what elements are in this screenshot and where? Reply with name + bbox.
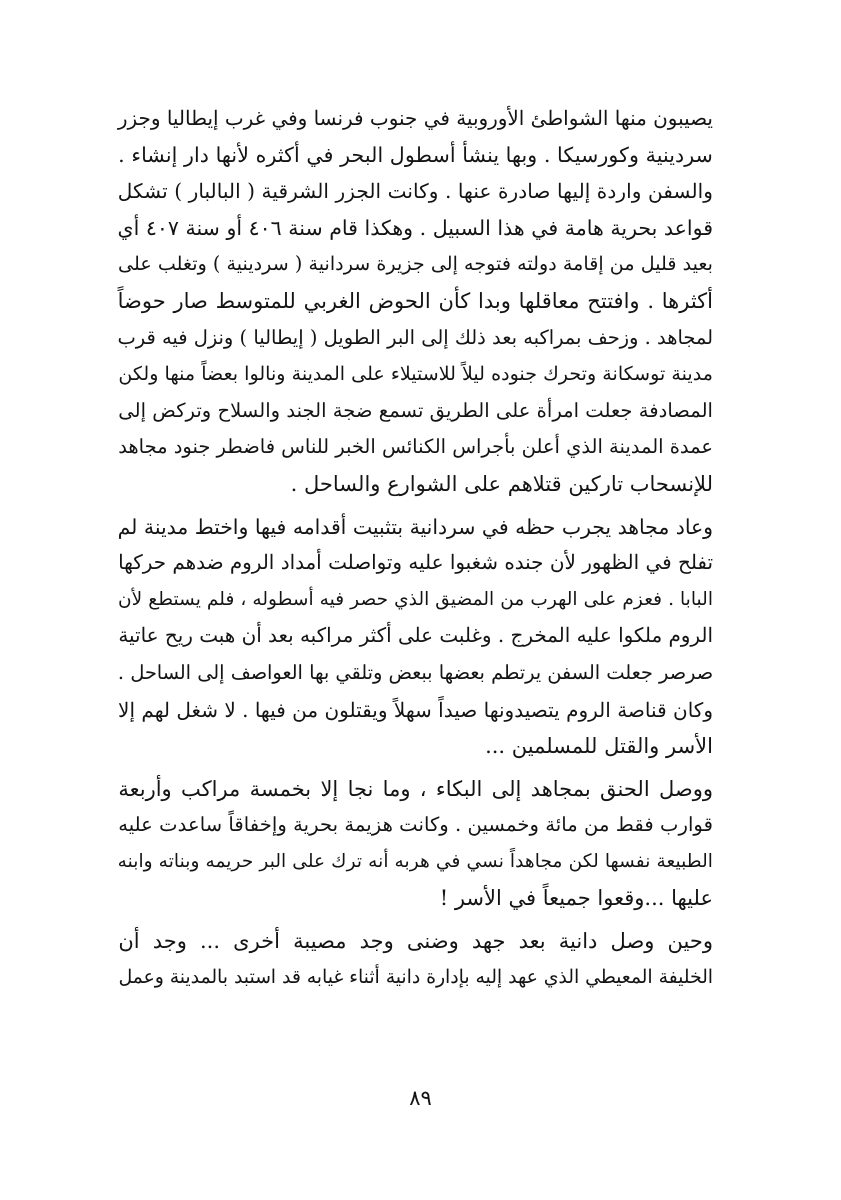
text-line: الأسر والقتل للمسلمين ...: [485, 734, 713, 759]
text-line: الروم ملكوا عليه المخرج . وغلبت على أكثر مراكبه بعد أن هبت ريح عاتية: [118, 624, 713, 648]
paragraph-2: [118, 509, 713, 765]
text-line: والسفن واردة إليها صادرة عنها . وكانت الجزر الشرقية ( البالبار ) تشكل: [117, 179, 713, 204]
text-line: تفلح في الظهور لأن جنده شغبوا عليه وتواصلت أمداد الروم ضدهم حركها: [118, 551, 713, 575]
text-line: وحين وصل دانية بعد جهد وضنى وجد مصيبة أخرى ... وجد أن: [118, 929, 713, 954]
text-line: عمدة المدينة الذي أعلن بأجراس الكنائس الخبر للناس فاضطر جنود مجاهد: [118, 435, 713, 459]
text-line: أكثرها . وافتتح معاقلها وبدا كأن الحوض الغربي للمتوسط صار حوضاً: [117, 288, 713, 313]
text-line: سردينية وكورسيكا . وبها ينشأ أسطول البحر في أكثره لأنها دار إنشاء .: [118, 142, 713, 167]
body-text: [118, 100, 713, 996]
paragraph-4: [118, 923, 713, 996]
paragraph-3: [118, 771, 713, 917]
text-line: البابا . فعزم على الهرب من المضيق الذي حصر فيه أسطوله ، فلم يستطع لأن: [117, 588, 713, 610]
text-line: يصيبون منها الشواطئ الأوروبية في جنوب فرنسا وفي غرب إيطاليا وجزر: [117, 106, 713, 130]
text-line: لمجاهد . وزحف بمراكبه بعد ذلك إلى البر الطويل ( إيطاليا ) ونزل فيه قرب: [117, 325, 713, 349]
text-line: وكان قناصة الروم يتصيدونها صيداً سهلاً ويقتلون من فيها . لا شغل لهم إلا: [118, 697, 713, 722]
text-line: مدينة توسكانة وتحرك جنوده ليلاً للاستيلاء على المدينة ونالوا بعضاً منها ولكن: [118, 362, 713, 386]
text-line: للإنسحاب تاركين قتلاهم على الشوارع والساحل .: [290, 471, 713, 496]
text-line: بعيد قليل من إقامة دولته فتوجه إلى جزيرة سردانية ( سردينية ) وتغلب على: [118, 252, 713, 276]
text-line: ووصل الحنق بمجاهد إلى البكاء ، وما نجا إلا بخمسة مراكب وأربعة: [118, 776, 713, 801]
text-line: عليها ...وقعوا جميعاً في الأسر !: [439, 886, 713, 911]
text-line: الطبيعة نفسها لكن مجاهداً نسي في هربه أنه ترك على البر حريمه وبناته وابنه: [117, 850, 713, 872]
page-number: ٨٩: [409, 1086, 432, 1110]
text-line: الخليفة المعيطي الذي عهد إليه بإدارة دانية أثناء غيابه قد استبد بالمدينة وعمل: [118, 966, 713, 988]
paragraph-1: [118, 100, 713, 503]
text-line: قوارب فقط من مائة وخمسين . وكانت هزيمة بحرية وإخفاقاً ساعدت عليه: [118, 813, 713, 837]
text-line: قواعد بحرية هامة في هذا السبيل . وهكذا قام سنة ٤٠٦ أو سنة ٤٠٧ أي: [117, 215, 713, 240]
text-line: صرصر جعلت السفن يرتطم بعضها ببعض وتلقي بها العواصف إلى الساحل .: [117, 660, 713, 684]
text-line: وعاد مجاهد يجرب حظه في سردانية بتثبيت أقدامه فيها واختط مدينة لم: [117, 514, 713, 539]
text-line: المصادفة جعلت امرأة على الطريق تسمع ضجة الجند والسلاح وتركض إلى: [118, 398, 713, 422]
